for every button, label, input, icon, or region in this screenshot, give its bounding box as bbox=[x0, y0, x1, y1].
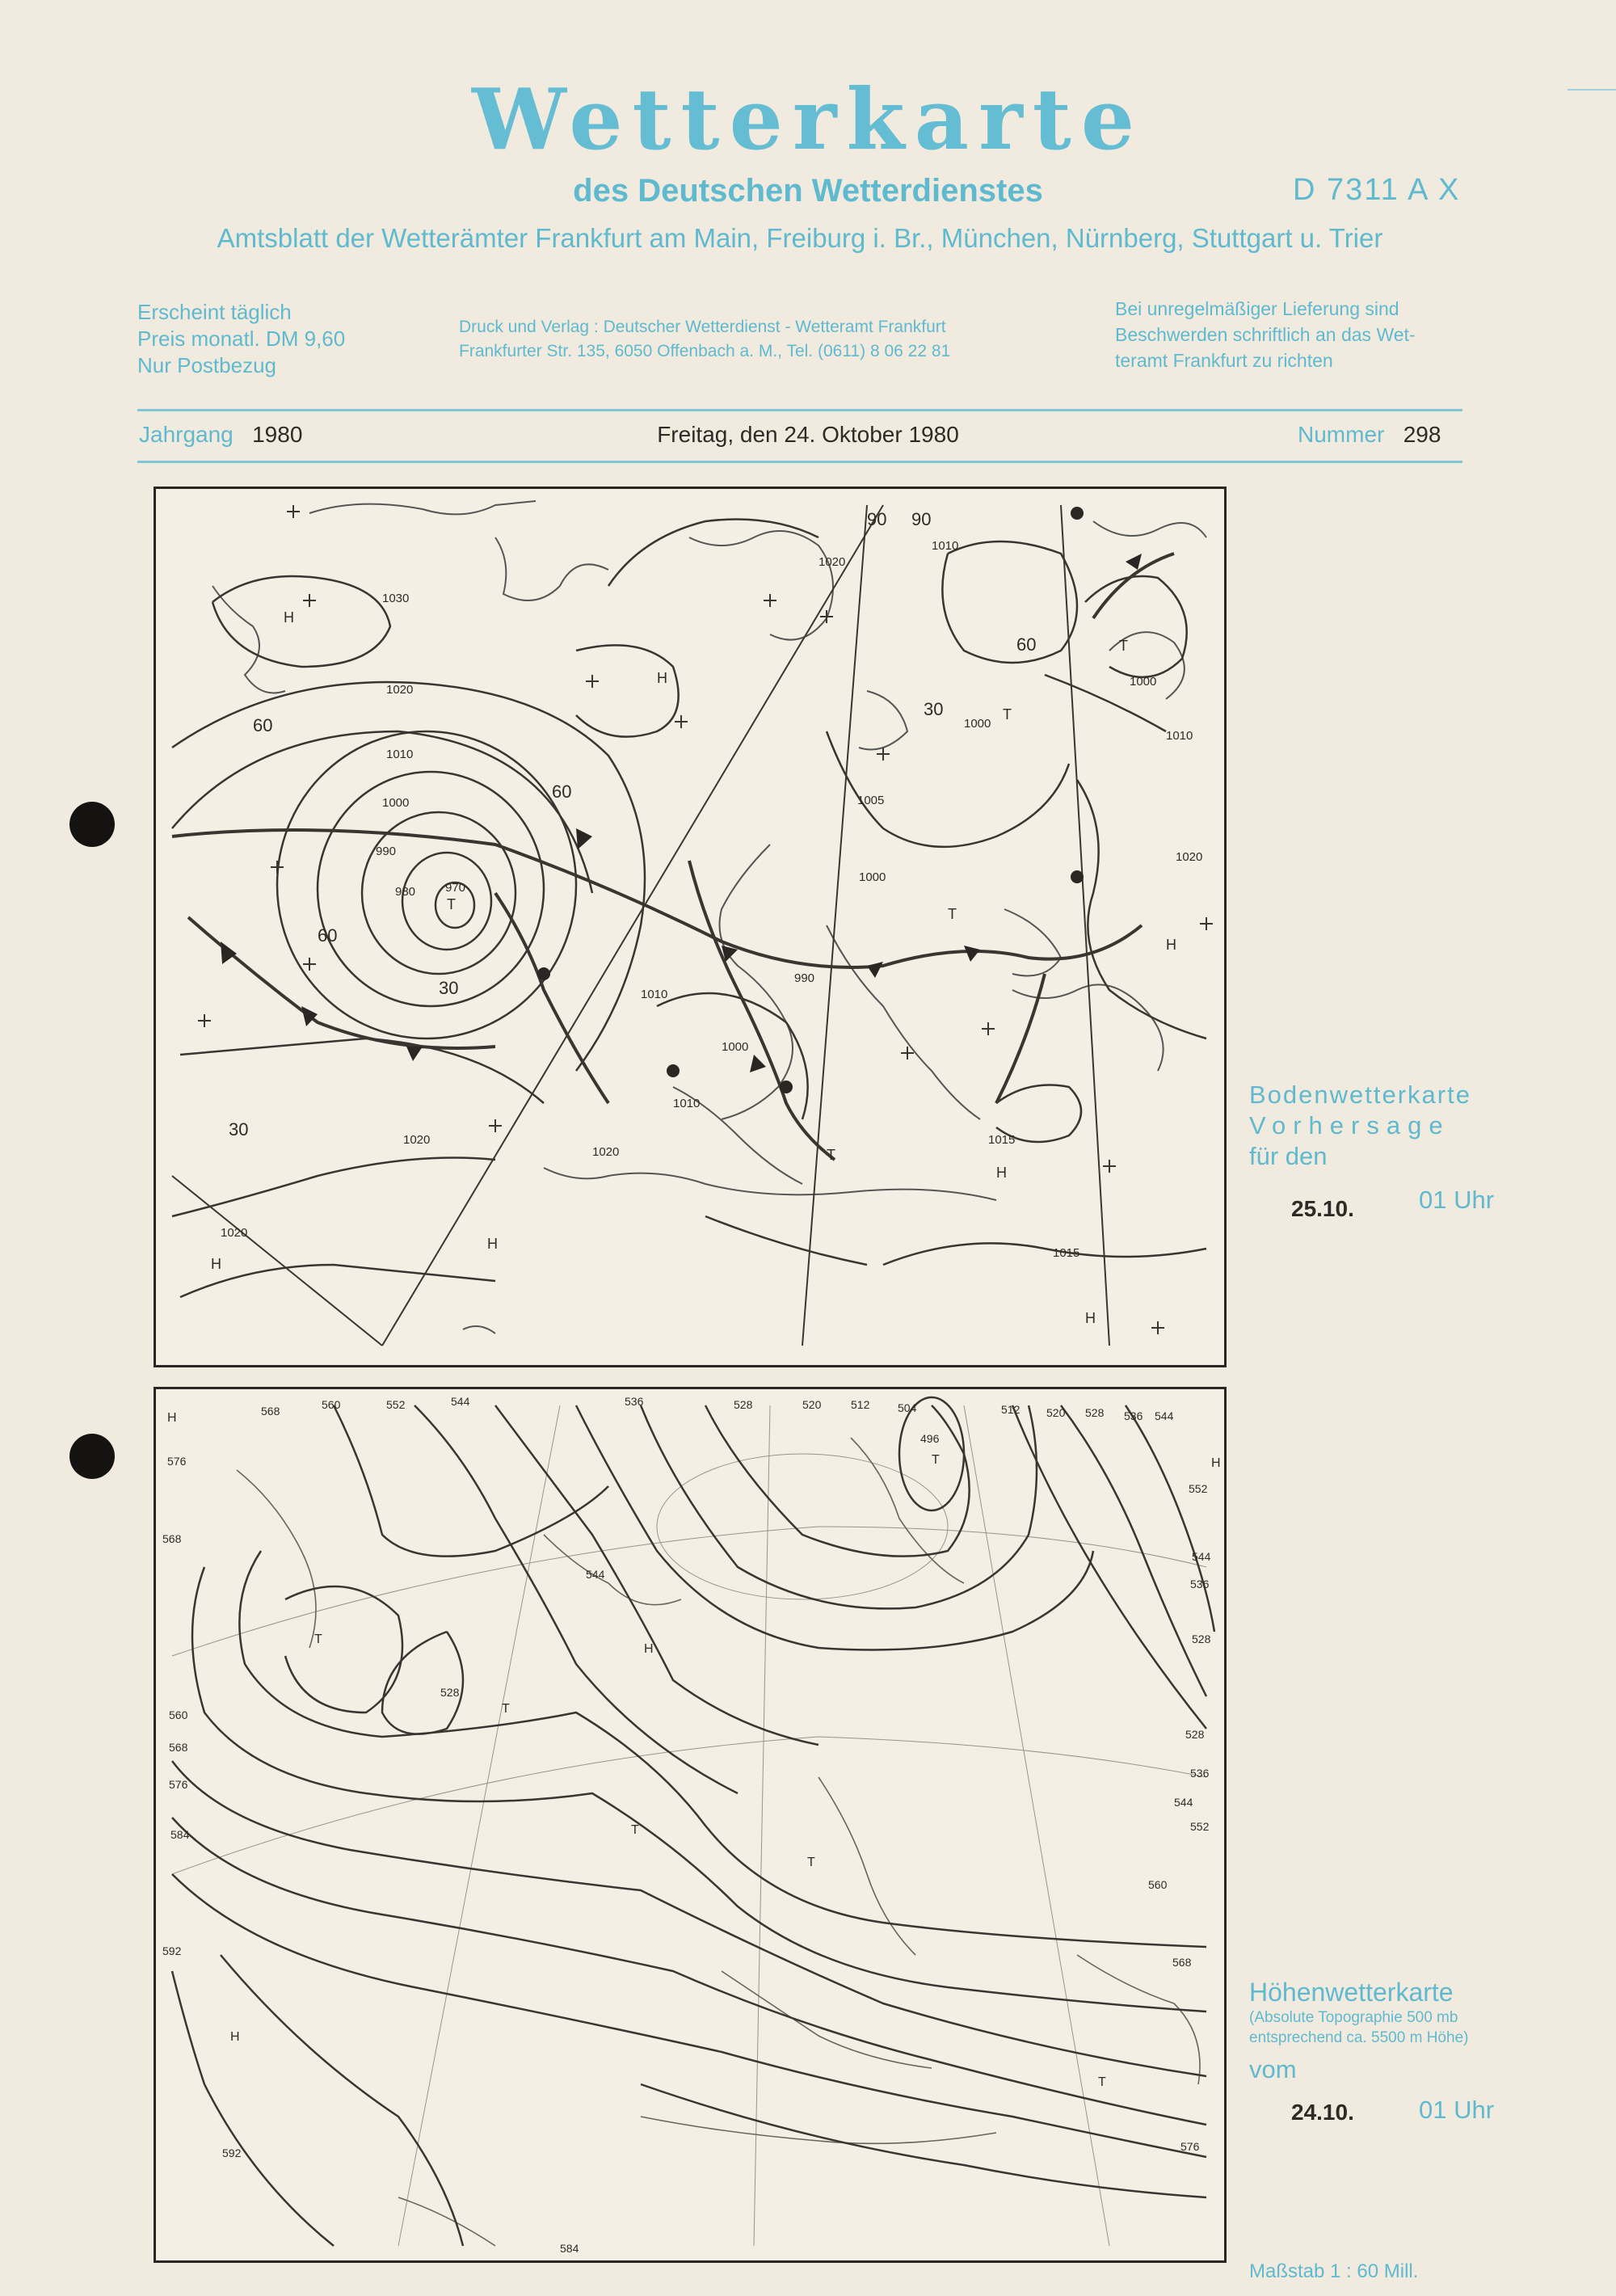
publication-code: D 7311 A X bbox=[1293, 173, 1461, 207]
nummer bbox=[1298, 422, 1441, 448]
contour-label: 560 bbox=[169, 1708, 188, 1721]
info-line: Beschwerden schriftlich an das Wet- bbox=[1115, 324, 1416, 345]
info-line: Frankfurter Str. 135, 6050 Offenbach a. M., Tel. (0611) 8 06 22 81 bbox=[459, 342, 951, 360]
newspaper-title: Wetterkarte bbox=[472, 70, 1144, 169]
contour-label: 528 bbox=[1192, 1632, 1211, 1645]
map-scale: Maßstab 1 : 60 Mill. bbox=[1249, 2260, 1419, 2282]
info-line: Preis monatl. DM 9,60 bbox=[137, 326, 346, 351]
pressure-center: T bbox=[1003, 706, 1012, 723]
upper-caption: Höhenwetterkarte bbox=[1249, 1978, 1454, 2007]
caption-line: für den bbox=[1249, 1142, 1328, 1170]
isobar-label: 1000 bbox=[722, 1040, 749, 1054]
isobar-label: 1010 bbox=[932, 539, 959, 553]
contour-label: 520 bbox=[802, 1398, 822, 1411]
upper-time: 01 Uhr bbox=[1419, 2096, 1495, 2124]
isobar-label: 1010 bbox=[1166, 729, 1193, 743]
contour-label: 544 bbox=[1155, 1409, 1174, 1422]
thickness-label: 30 bbox=[229, 1119, 249, 1140]
upper-air-map bbox=[154, 1387, 1227, 2263]
isobar-label: 1020 bbox=[221, 1226, 248, 1240]
pressure-center: H bbox=[1211, 1456, 1221, 1470]
pressure-center: T bbox=[447, 896, 456, 912]
info-line: teramt Frankfurt zu richten bbox=[1115, 350, 1333, 371]
pressure-center: T bbox=[314, 1632, 322, 1646]
pressure-center: T bbox=[1119, 638, 1128, 654]
isobar-label: 1000 bbox=[964, 717, 991, 731]
contour-label: 512 bbox=[851, 1398, 870, 1411]
front-symbols bbox=[221, 507, 1142, 1093]
contour-label: 576 bbox=[1180, 2140, 1200, 2153]
pressure-center: T bbox=[932, 1453, 940, 1467]
contour-label: 544 bbox=[1174, 1796, 1193, 1809]
info-line: Druck und Verlag : Deutscher Wetterdienst - Wetteramt Frankfurt bbox=[459, 318, 946, 336]
pressure-center: T bbox=[827, 1147, 835, 1163]
isobar-label: 1010 bbox=[641, 988, 668, 1001]
complaint-info bbox=[1115, 296, 1416, 373]
pressure-center: H bbox=[657, 670, 667, 686]
pressure-center: T bbox=[1098, 2075, 1106, 2089]
contour-label: 528 bbox=[1085, 1406, 1105, 1419]
nummer-value: 298 bbox=[1403, 422, 1441, 447]
thickness-label: 60 bbox=[552, 781, 572, 802]
isobar-label: 1000 bbox=[382, 796, 410, 810]
pressure-center: T bbox=[807, 1856, 815, 1869]
isobar-label: 1010 bbox=[673, 1097, 701, 1110]
pressure-center: H bbox=[167, 1411, 177, 1425]
isobar-label: 1000 bbox=[859, 870, 886, 884]
contour-label: 536 bbox=[625, 1395, 644, 1408]
contour-label: 584 bbox=[170, 1828, 190, 1841]
jahrgang-value: 1980 bbox=[252, 422, 303, 447]
contour-label: 536 bbox=[1124, 1409, 1143, 1422]
thickness-label: 30 bbox=[924, 699, 944, 719]
thickness-label: 90 bbox=[867, 509, 887, 529]
isobar-label: 980 bbox=[395, 885, 416, 899]
upper-caption-note bbox=[1249, 2007, 1468, 2048]
contour-label: 528 bbox=[734, 1398, 753, 1411]
contour-label: 528 bbox=[1185, 1728, 1205, 1741]
contour-label: 512 bbox=[1001, 1403, 1021, 1416]
contour-label: 592 bbox=[162, 1944, 182, 1957]
height-contours bbox=[172, 1397, 1214, 2246]
jahrgang-label: Jahrgang bbox=[139, 422, 234, 447]
pressure-center: H bbox=[644, 1642, 654, 1656]
contour-label: 520 bbox=[1046, 1406, 1066, 1419]
info-line: Nur Postbezug bbox=[137, 353, 276, 377]
note-line: entsprechend ca. 5500 m Höhe) bbox=[1249, 2029, 1469, 2046]
contour-label: 544 bbox=[451, 1395, 470, 1408]
thickness-label: 60 bbox=[318, 925, 338, 946]
publisher-subtitle: des Deutschen Wetterdienstes bbox=[573, 173, 1043, 209]
contour-label: 560 bbox=[1148, 1878, 1168, 1891]
crosses bbox=[198, 505, 1213, 1334]
contour-label: 536 bbox=[1190, 1578, 1210, 1590]
isobar-label: 990 bbox=[376, 845, 397, 858]
contour-label: 584 bbox=[560, 2242, 579, 2255]
pressure-center: H bbox=[1085, 1310, 1096, 1326]
contour-label: 544 bbox=[1192, 1550, 1211, 1563]
thickness-label: 90 bbox=[911, 509, 932, 529]
surface-weather-map bbox=[154, 487, 1227, 1367]
upper-date: 24.10. bbox=[1291, 2100, 1354, 2125]
isobar-label: 990 bbox=[794, 971, 815, 985]
contour-label: 496 bbox=[920, 1432, 940, 1445]
contour-label: 504 bbox=[898, 1401, 917, 1414]
pressure-center: H bbox=[284, 609, 294, 626]
caption-line: Bodenwetterkarte bbox=[1249, 1081, 1471, 1109]
isobar-label: 1000 bbox=[1130, 675, 1157, 689]
thickness-label: 60 bbox=[1016, 634, 1037, 655]
contour-label: 544 bbox=[586, 1568, 605, 1581]
contour-label: 528 bbox=[440, 1686, 460, 1699]
isobar-label: 1015 bbox=[988, 1133, 1016, 1147]
isobar-label: 1020 bbox=[819, 555, 846, 569]
isobar-label: 1020 bbox=[386, 683, 414, 697]
punch-hole bbox=[69, 1434, 115, 1479]
contour-label: 576 bbox=[167, 1455, 187, 1468]
edge-mark bbox=[1568, 89, 1616, 91]
pressure-center: H bbox=[487, 1236, 498, 1252]
isobar-label: 970 bbox=[445, 881, 466, 895]
contour-label: 568 bbox=[261, 1405, 280, 1418]
isobar-label: 1020 bbox=[592, 1145, 620, 1159]
contour-label: 568 bbox=[169, 1741, 188, 1754]
contour-label: 592 bbox=[222, 2146, 242, 2159]
caption-line: Vorhersage bbox=[1249, 1111, 1450, 1140]
contour-label: 552 bbox=[386, 1398, 406, 1411]
thickness-label: 60 bbox=[253, 715, 273, 735]
subscription-info bbox=[137, 299, 345, 379]
pressure-center: T bbox=[631, 1823, 639, 1837]
contour-label: 560 bbox=[322, 1398, 341, 1411]
info-line: Erscheint täglich bbox=[137, 300, 292, 324]
pressure-center: T bbox=[502, 1702, 510, 1716]
publisher-info bbox=[459, 315, 950, 364]
thickness-label: 30 bbox=[439, 978, 459, 998]
pressure-center: H bbox=[230, 2030, 240, 2044]
coastline bbox=[213, 501, 1206, 1333]
contour-label: 576 bbox=[169, 1778, 188, 1791]
isobar-label: 1010 bbox=[386, 748, 414, 761]
amtsblatt-line: Amtsblatt der Wetterämter Frankfurt am Main, Freiburg i. Br., München, Nürnberg, Stuttgart u. Trier bbox=[217, 223, 1383, 253]
contour-label: 568 bbox=[1172, 1956, 1192, 1969]
pressure-center: H bbox=[1166, 937, 1176, 953]
isobars bbox=[172, 520, 1206, 1298]
header-rule-bottom bbox=[137, 461, 1462, 463]
note-line: (Absolute Topographie 500 mb bbox=[1249, 2009, 1458, 2026]
nummer-label: Nummer bbox=[1298, 422, 1385, 447]
isobar-label: 1030 bbox=[382, 592, 410, 605]
issue-date: Freitag, den 24. Oktober 1980 bbox=[657, 422, 959, 447]
pressure-center: T bbox=[948, 906, 957, 922]
punch-hole bbox=[69, 802, 115, 847]
header-rule-top bbox=[137, 409, 1462, 411]
surface-time: 01 Uhr bbox=[1419, 1186, 1495, 1214]
contour-label: 568 bbox=[162, 1532, 182, 1545]
isobar-label: 1020 bbox=[1176, 850, 1203, 864]
contour-label: 536 bbox=[1190, 1767, 1210, 1780]
pressure-center: H bbox=[211, 1256, 221, 1272]
pressure-center: H bbox=[996, 1165, 1007, 1181]
graticule bbox=[172, 1405, 1206, 2246]
isobar-label: 1020 bbox=[403, 1133, 431, 1147]
isobar-label: 1005 bbox=[857, 794, 885, 807]
surface-date: 25.10. bbox=[1291, 1196, 1354, 1221]
info-line: Bei unregelmäßiger Lieferung sind bbox=[1115, 298, 1399, 319]
upper-vom: vom bbox=[1249, 2055, 1297, 2083]
surface-caption bbox=[1249, 1080, 1471, 1172]
isobar-label: 1015 bbox=[1053, 1246, 1080, 1260]
contour-label: 552 bbox=[1189, 1482, 1208, 1495]
contour-label: 552 bbox=[1190, 1820, 1210, 1833]
